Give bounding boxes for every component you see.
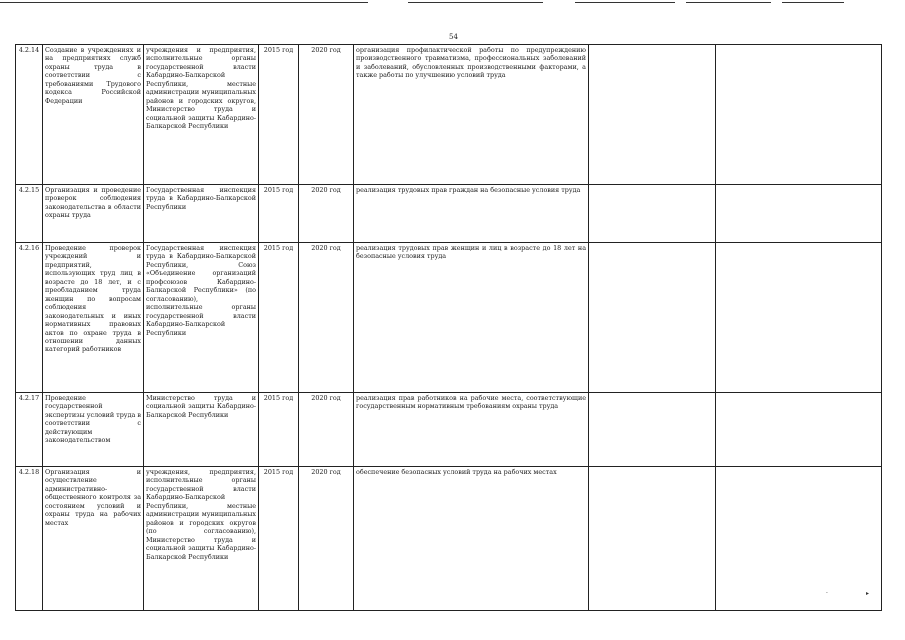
end-year-cell: 2020 год bbox=[299, 185, 354, 243]
end-year-cell: 2020 год bbox=[299, 393, 354, 467]
scan-mark: ▸ bbox=[866, 590, 870, 597]
event-cell: Проведение проверок учреждений и предприятий, использующих труд лиц в возрасте до 18 лет, и с преобладанием труда женщин по вопросам соблюдения законодательных и иных нормативных правовых актов по охране труда в отношении данных категорий работников bbox=[43, 243, 144, 393]
empty-cell bbox=[716, 185, 882, 243]
page-number: 54 bbox=[449, 33, 458, 41]
scan-mark: · bbox=[826, 590, 828, 597]
table-row bbox=[16, 45, 882, 185]
table-row bbox=[16, 185, 882, 243]
program-table bbox=[15, 44, 882, 611]
empty-cell bbox=[589, 393, 716, 467]
header-rule-5 bbox=[782, 2, 844, 3]
result-cell: реализация трудовых прав женщин и лиц в возрасте до 18 лет на безопасные условия труда bbox=[354, 243, 589, 393]
table-row bbox=[16, 393, 882, 467]
result-cell: реализация прав работников на рабочие места, соответствующие государственным нормативным требованиям охраны труда bbox=[354, 393, 589, 467]
table-row bbox=[16, 467, 882, 611]
row-number: 4.2.16 bbox=[16, 243, 43, 393]
start-year-cell: 2015 год bbox=[259, 45, 299, 185]
empty-cell bbox=[589, 467, 716, 611]
empty-cell bbox=[589, 243, 716, 393]
event-cell: Организация и осуществление административно-общественного контроля за состоянием условий и охраны труда на рабочих местах bbox=[43, 467, 144, 611]
row-number: 4.2.15 bbox=[16, 185, 43, 243]
start-year-cell: 2015 год bbox=[259, 243, 299, 393]
end-year-cell: 2020 год bbox=[299, 467, 354, 611]
header-rule-4 bbox=[686, 2, 771, 3]
executor-cell: учреждения и предприятия, исполнительные органы государственной власти Кабардино-Балкарской Республики, местные администрации муниципальных районов и городских округов, Министерство труда и социальной защиты Кабардино-Балкарской Республики bbox=[144, 45, 259, 185]
executor-cell: Министерство труда и социальной защиты Кабардино-Балкарской Республики bbox=[144, 393, 259, 467]
row-number: 4.2.18 bbox=[16, 467, 43, 611]
header-rule-2 bbox=[408, 2, 543, 3]
row-number: 4.2.14 bbox=[16, 45, 43, 185]
result-cell: реализация трудовых прав граждан на безопасные условия труда bbox=[354, 185, 589, 243]
start-year-cell: 2015 год bbox=[259, 185, 299, 243]
empty-cell bbox=[589, 45, 716, 185]
empty-cell bbox=[716, 393, 882, 467]
executor-cell: учреждения, предприятия, исполнительные органы государственной власти Кабардино-Балкарской Республики, местные администрации муниципальных районов и городских округов (по согласованию), Министерство труда и социальной защиты Кабардино-Балкарской Республики bbox=[144, 467, 259, 611]
empty-cell bbox=[716, 467, 882, 611]
event-cell: Организация и проведение проверок соблюдения законодательства в области охраны труда bbox=[43, 185, 144, 243]
executor-cell: Государственная инспекция труда в Кабардино-Балкарской Республики bbox=[144, 185, 259, 243]
end-year-cell: 2020 год bbox=[299, 243, 354, 393]
empty-cell bbox=[716, 45, 882, 185]
event-cell: Проведение государственной экспертизы условий труда в соответствии с действующим законодательством bbox=[43, 393, 144, 467]
table-row bbox=[16, 243, 882, 393]
row-number: 4.2.17 bbox=[16, 393, 43, 467]
start-year-cell: 2015 год bbox=[259, 393, 299, 467]
event-cell: Создание в учреждениях и на предприятиях служб охраны труда в соответствии с требованиями Трудового кодекса Российской Федерации bbox=[43, 45, 144, 185]
empty-cell bbox=[589, 185, 716, 243]
header-rule-1 bbox=[0, 2, 368, 3]
executor-cell: Государственная инспекция труда в Кабардино-Балкарской Республики, Союз «Объединение организаций профсоюзов Кабардино-Балкарской Республики» (по согласованию), исполнительные органы государственной власти Кабардино-Балкарской Республики bbox=[144, 243, 259, 393]
header-rule-3 bbox=[575, 2, 675, 3]
result-cell: организация профилактической работы по предупреждению производственного травматизма, профессиональных заболеваний и заболеваний, обусловленных производственными факторами, а также работы по улучшению условий труда bbox=[354, 45, 589, 185]
result-cell: обеспечение безопасных условий труда на рабочих местах bbox=[354, 467, 589, 611]
start-year-cell: 2015 год bbox=[259, 467, 299, 611]
end-year-cell: 2020 год bbox=[299, 45, 354, 185]
empty-cell bbox=[716, 243, 882, 393]
